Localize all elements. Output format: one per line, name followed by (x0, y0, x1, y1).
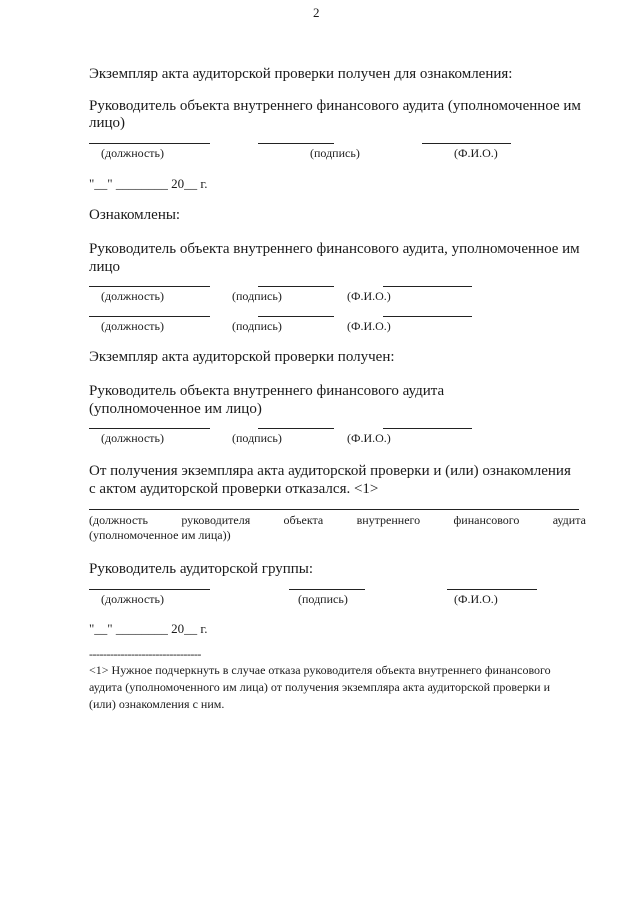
name-caption: (Ф.И.О.) (454, 592, 498, 606)
received-text: Экземпляр акта аудиторской проверки получен: (89, 349, 395, 365)
refusal-text-line1: От получения экземпляра акта аудиторской проверки и (или) ознакомления (89, 463, 571, 479)
footnote-line3: (или) ознакомления с ним. (89, 697, 225, 711)
name-caption: (Ф.И.О.) (454, 146, 498, 160)
acquainted-heading: Ознакомлены: (89, 207, 181, 223)
role-label-line1: Руководитель объекта внутреннего финансового аудита, уполномоченное им (89, 241, 580, 257)
signature-caption: (подпись) (298, 592, 348, 606)
position-caption: (должность) (101, 146, 164, 160)
role-label-line2: (уполномоченное им лицо) (89, 401, 262, 417)
caption-word: объекта (283, 513, 324, 527)
date-line: "__" ________ 20__ г. (89, 621, 208, 636)
received-for-review-text: Экземпляр акта аудиторской проверки получен для ознакомления: (89, 66, 513, 82)
position-caption: (должность) (101, 289, 164, 303)
name-line (383, 316, 472, 317)
caption-word: руководителя (181, 513, 251, 527)
name-line (383, 286, 472, 287)
position-line (89, 286, 210, 287)
position-caption: (должность) (101, 431, 164, 445)
name-line (383, 428, 472, 429)
role-label-line1: Руководитель объекта внутреннего финансового аудита (89, 383, 445, 399)
page-number: 2 (313, 5, 320, 20)
caption-word: (должность (89, 513, 148, 527)
signature-line (258, 286, 334, 287)
refusal-caption-line1 (89, 513, 586, 527)
caption-word: внутреннего (356, 513, 421, 527)
refusal-text-line2: с актом аудиторской проверки отказался. <1> (89, 481, 379, 497)
name-caption: (Ф.И.О.) (347, 319, 391, 333)
position-line (89, 143, 210, 144)
name-caption: (Ф.И.О.) (347, 289, 391, 303)
date-line: "__" ________ 20__ г. (89, 176, 208, 191)
name-line (447, 589, 537, 590)
refusal-caption-line2: (уполномоченное им лица)) (89, 528, 231, 542)
signature-caption: (подпись) (310, 146, 360, 160)
signature-line (289, 589, 365, 590)
audit-group-leader-heading: Руководитель аудиторской группы: (89, 561, 314, 577)
position-line (89, 589, 210, 590)
refusal-signature-line (89, 509, 579, 510)
position-line (89, 428, 210, 429)
caption-word: аудита (552, 513, 586, 527)
position-line (89, 316, 210, 317)
footnote-line2: аудита (уполномоченного им лица) от получения экземпляра акта аудиторской проверки и (89, 680, 551, 694)
name-line (422, 143, 511, 144)
signature-caption: (подпись) (232, 431, 282, 445)
signature-line (258, 428, 334, 429)
footnote-line1: <1> Нужное подчеркнуть в случае отказа руководителя объекта внутреннего финансового (89, 663, 551, 677)
footnote-separator: -------------------------------- (89, 647, 201, 661)
role-label-line2: лицо) (89, 115, 126, 131)
position-caption: (должность) (101, 319, 164, 333)
signature-line (258, 316, 334, 317)
caption-word: финансового (453, 513, 520, 527)
position-caption: (должность) (101, 592, 164, 606)
role-label-line2: лицо (89, 259, 121, 275)
signature-caption: (подпись) (232, 319, 282, 333)
name-caption: (Ф.И.О.) (347, 431, 391, 445)
signature-caption: (подпись) (232, 289, 282, 303)
role-label-line1: Руководитель объекта внутреннего финансового аудита (уполномоченное им (89, 98, 581, 114)
signature-line (258, 143, 334, 144)
